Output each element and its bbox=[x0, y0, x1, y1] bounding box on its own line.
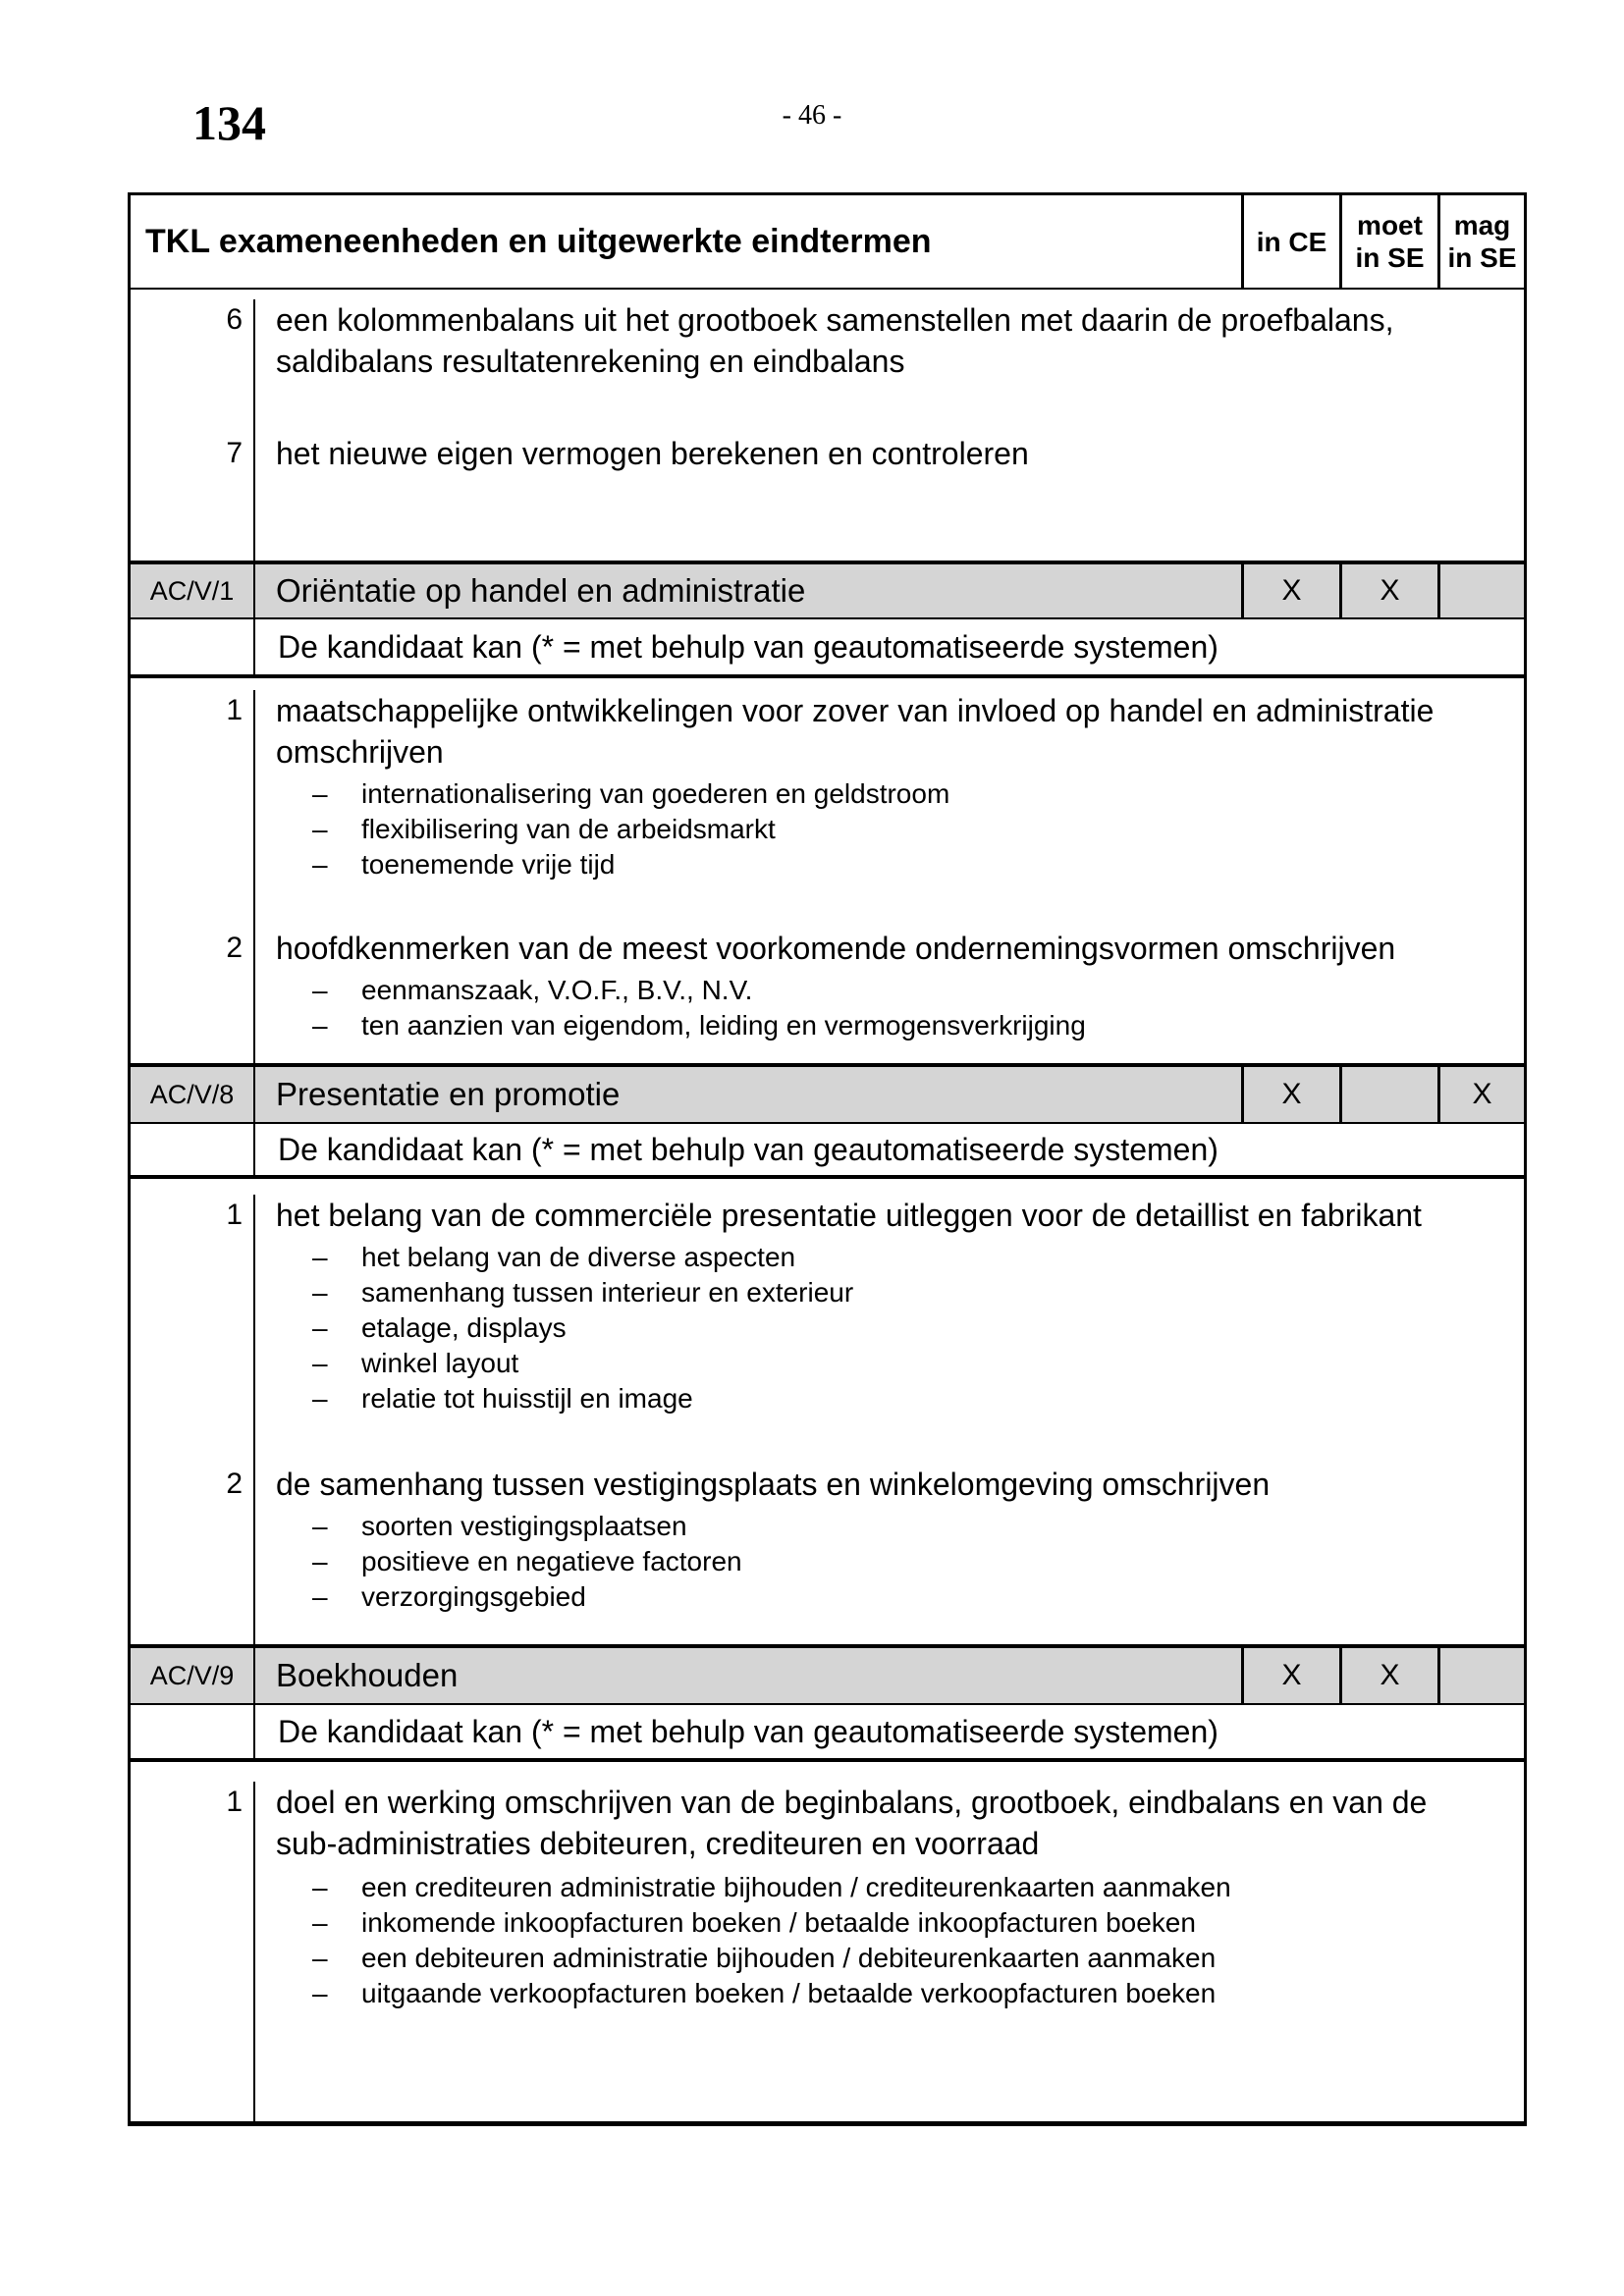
bullet-text: eenmanszaak, V.O.F., B.V., N.V. bbox=[361, 975, 753, 1005]
kandidaat-text: De kandidaat kan (* = met behulp van geautomatiseerde systemen) bbox=[278, 1131, 1218, 1167]
mark-moet-in-se: X bbox=[1339, 564, 1437, 617]
bullet-text: flexibilisering van de arbeidsmarkt bbox=[361, 814, 776, 844]
section-row-acv8 bbox=[131, 1067, 1524, 1124]
exam-terms-table bbox=[128, 192, 1527, 2126]
bullet-dash: – bbox=[312, 1348, 328, 1378]
bullet-item bbox=[131, 1870, 1524, 1905]
bullet-item bbox=[131, 1008, 1524, 1043]
item-line: maatschappelijke ontwikkelingen voor zover van invloed op handel en administratie bbox=[276, 693, 1435, 728]
bullet-dash: – bbox=[312, 849, 328, 880]
item-line: saldibalans resultatenrekening en eindbalans bbox=[276, 344, 905, 379]
bullet-dash: – bbox=[312, 1872, 328, 1902]
item-line: omschrijven bbox=[276, 734, 444, 770]
bullet-text: positieve en negatieve factoren bbox=[361, 1546, 742, 1576]
numbered-item bbox=[131, 1195, 1524, 1236]
bullet-text: soorten vestigingsplaatsen bbox=[361, 1511, 687, 1541]
bullet-text: winkel layout bbox=[361, 1348, 519, 1378]
bullet-dash: – bbox=[312, 1511, 328, 1541]
bullet-dash: – bbox=[312, 975, 328, 1005]
kandidaat-row bbox=[131, 1124, 1524, 1179]
numbered-item bbox=[131, 433, 1524, 474]
bullet-text: uitgaande verkoopfacturen boeken / betaalde verkoopfacturen boeken bbox=[361, 1978, 1217, 2008]
bullet-item bbox=[131, 847, 1524, 882]
column-header-label: mag bbox=[1453, 210, 1511, 240]
kandidaat-text: De kandidaat kan (* = met behulp van geautomatiseerde systemen) bbox=[278, 1713, 1218, 1749]
bullet-dash: – bbox=[312, 1546, 328, 1576]
bullet-dash: – bbox=[312, 1312, 328, 1343]
item-line: het belang van de commerciële presentatie uitleggen voor de detaillist en fabrikant bbox=[276, 1198, 1422, 1233]
item-number: 1 bbox=[226, 694, 243, 726]
bullet-dash: – bbox=[312, 1943, 328, 1973]
bullet-item bbox=[131, 973, 1524, 1008]
numbered-item bbox=[131, 1464, 1524, 1505]
bullet-text: verzorgingsgebied bbox=[361, 1581, 586, 1612]
bullet-item bbox=[131, 1240, 1524, 1275]
bullet-list bbox=[131, 1870, 1524, 2011]
bullet-list bbox=[131, 776, 1524, 882]
item-line: doel en werking omschrijven van de beginbalans, grootboek, eindbalans en van de bbox=[276, 1785, 1428, 1820]
item-text bbox=[253, 1195, 1524, 1236]
bullet-dash: – bbox=[312, 1242, 328, 1272]
item-line: hoofdkenmerken van de meest voorkomende ondernemingsvormen omschrijven bbox=[276, 931, 1396, 966]
bullet-text: het belang van de diverse aspecten bbox=[361, 1242, 796, 1272]
bullet-list bbox=[131, 1240, 1524, 1416]
section-title: Presentatie en promotie bbox=[276, 1076, 621, 1112]
item-number: 7 bbox=[226, 437, 243, 469]
item-number: 2 bbox=[226, 932, 243, 964]
mark-mag-in-se: X bbox=[1437, 1067, 1524, 1122]
mark-moet-in-se bbox=[1339, 1067, 1437, 1122]
bullet-dash: – bbox=[312, 1581, 328, 1612]
mark-in-ce: X bbox=[1241, 1648, 1339, 1703]
bullet-dash: – bbox=[312, 1978, 328, 2008]
bullet-text: relatie tot huisstijl en image bbox=[361, 1383, 693, 1414]
table-title: TKL exameneenheden en uitgewerkte eindtermen bbox=[145, 222, 932, 260]
item-line: het nieuwe eigen vermogen berekenen en controleren bbox=[276, 436, 1029, 471]
bullet-item bbox=[131, 1941, 1524, 1976]
bullet-dash: – bbox=[312, 1277, 328, 1308]
bullet-item bbox=[131, 776, 1524, 812]
bullet-item bbox=[131, 1310, 1524, 1346]
section-row-acv9 bbox=[131, 1648, 1524, 1705]
bullet-dash: – bbox=[312, 778, 328, 809]
bullet-text: samenhang tussen interieur en exterieur bbox=[361, 1277, 854, 1308]
bullet-item bbox=[131, 1544, 1524, 1579]
item-number: 6 bbox=[226, 303, 243, 336]
bullet-list bbox=[131, 1509, 1524, 1615]
item-line: sub-administraties debiteuren, crediteuren en voorraad bbox=[276, 1826, 1040, 1861]
section-content-row bbox=[131, 690, 1524, 1067]
bullet-item bbox=[131, 1381, 1524, 1416]
item-text bbox=[253, 1464, 1524, 1505]
bullet-text: etalage, displays bbox=[361, 1312, 567, 1343]
item-text bbox=[253, 1782, 1524, 1864]
item-line: een kolommenbalans uit het grootboek samenstellen met daarin de proefbalans, bbox=[276, 302, 1394, 338]
page-number: - 46 - bbox=[782, 100, 842, 131]
section-content-row bbox=[131, 1782, 1524, 2121]
item-text bbox=[253, 299, 1524, 382]
mark-moet-in-se: X bbox=[1339, 1648, 1437, 1703]
bullet-dash: – bbox=[312, 1383, 328, 1414]
bullet-text: een crediteuren administratie bijhouden / crediteurenkaarten aanmaken bbox=[361, 1872, 1231, 1902]
item-line: de samenhang tussen vestigingsplaats en winkelomgeving omschrijven bbox=[276, 1467, 1271, 1502]
column-header-label: in SE bbox=[1447, 242, 1517, 273]
mark-in-ce: X bbox=[1241, 1067, 1339, 1122]
bullet-text: een debiteuren administratie bijhouden / debiteurenkaarten aanmaken bbox=[361, 1943, 1217, 1973]
item-text bbox=[253, 928, 1524, 969]
mark-mag-in-se bbox=[1437, 1648, 1524, 1703]
item-number: 1 bbox=[226, 1786, 243, 1818]
bullet-text: ten aanzien van eigendom, leiding en vermogensverkrijging bbox=[361, 1010, 1086, 1041]
bullet-item bbox=[131, 1976, 1524, 2011]
numbered-item bbox=[131, 299, 1524, 382]
bullet-item bbox=[131, 1905, 1524, 1941]
table-header-row bbox=[131, 195, 1524, 290]
bullet-item bbox=[131, 1579, 1524, 1615]
column-header-in-ce bbox=[1241, 195, 1339, 288]
section-code: AC/V/9 bbox=[149, 1660, 235, 1690]
numbered-item bbox=[131, 1782, 1524, 1864]
item-text bbox=[253, 433, 1524, 474]
kandidaat-row bbox=[131, 619, 1524, 678]
kandidaat-text: De kandidaat kan (* = met behulp van geautomatiseerde systemen) bbox=[278, 628, 1218, 665]
bullet-item bbox=[131, 1346, 1524, 1381]
folio-number: 134 bbox=[192, 95, 266, 150]
bullet-dash: – bbox=[312, 814, 328, 844]
section-content-row bbox=[131, 1195, 1524, 1648]
bullet-item bbox=[131, 1509, 1524, 1544]
kandidaat-row bbox=[131, 1705, 1524, 1762]
item-number: 1 bbox=[226, 1199, 243, 1231]
column-header-label: moet bbox=[1357, 210, 1423, 240]
intro-content-row bbox=[131, 299, 1524, 564]
mark-in-ce: X bbox=[1241, 564, 1339, 617]
bullet-dash: – bbox=[312, 1907, 328, 1938]
bullet-item bbox=[131, 812, 1524, 847]
section-code: AC/V/1 bbox=[149, 575, 235, 606]
column-header-mag-in-se bbox=[1437, 195, 1524, 288]
numbered-item bbox=[131, 928, 1524, 969]
bullet-item bbox=[131, 1275, 1524, 1310]
section-title: Oriëntatie op handel en administratie bbox=[276, 572, 806, 609]
bullet-list bbox=[131, 973, 1524, 1043]
bullet-dash: – bbox=[312, 1010, 328, 1041]
column-header-moet-in-se bbox=[1339, 195, 1437, 288]
section-title: Boekhouden bbox=[276, 1657, 459, 1693]
mark-mag-in-se bbox=[1437, 564, 1524, 617]
bullet-text: inkomende inkoopfacturen boeken / betaalde inkoopfacturen boeken bbox=[361, 1907, 1196, 1938]
section-code: AC/V/8 bbox=[149, 1079, 235, 1109]
column-header-label: in SE bbox=[1355, 242, 1425, 273]
item-text bbox=[253, 690, 1524, 773]
section-row-acv1 bbox=[131, 564, 1524, 619]
item-number: 2 bbox=[226, 1468, 243, 1500]
numbered-item bbox=[131, 690, 1524, 773]
bullet-text: internationalisering van goederen en geldstroom bbox=[361, 778, 950, 809]
bullet-text: toenemende vrije tijd bbox=[361, 849, 616, 880]
column-header-label: in CE bbox=[1256, 226, 1327, 257]
